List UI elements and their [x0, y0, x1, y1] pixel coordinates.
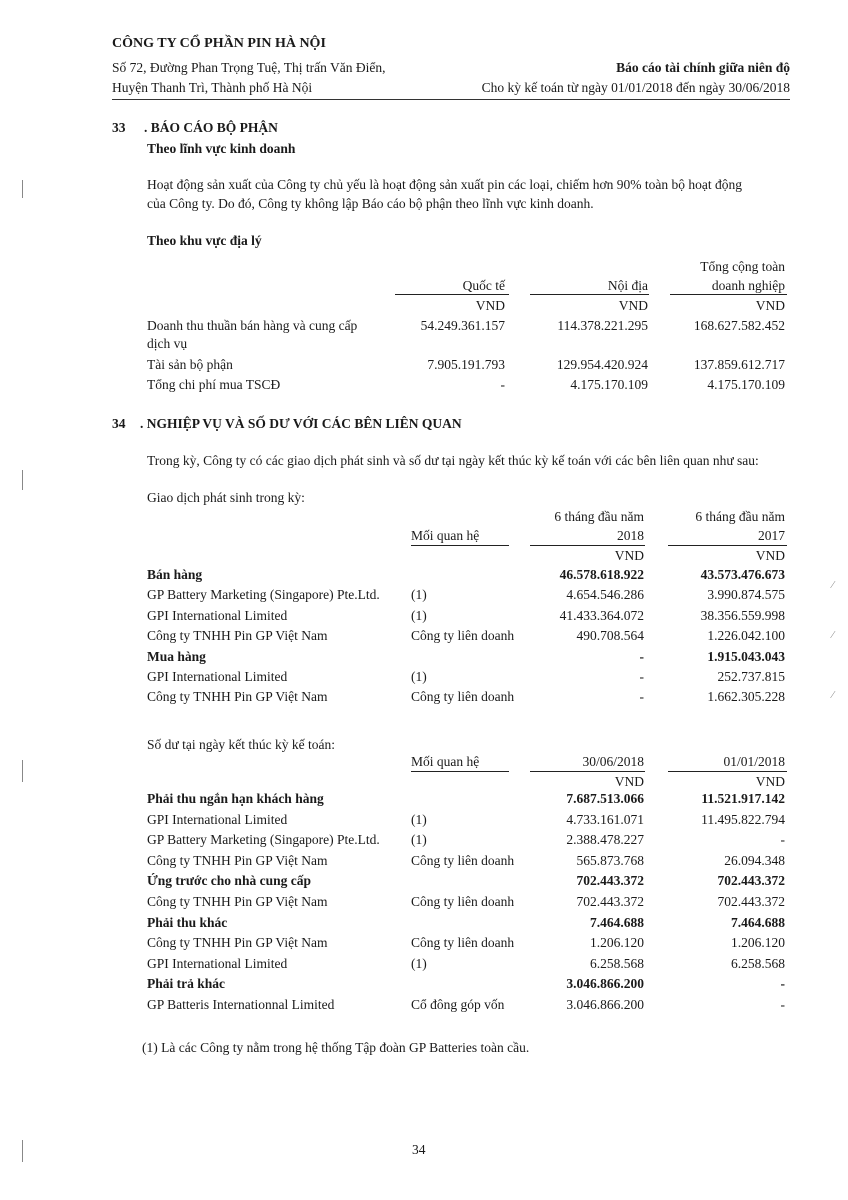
table-row-value: 41.433.364.072 [559, 607, 644, 623]
t1-col1-header-line-1: 6 tháng đầu năm [554, 509, 644, 524]
table-row-relation: (1) [411, 587, 427, 603]
report-period: Cho kỳ kế toán từ ngày 01/01/2018 đến ngày 30/06/2018 [481, 80, 790, 95]
table-row-value: 490.708.564 [576, 628, 644, 644]
table-row-label: Phải thu khác [147, 914, 228, 930]
t2-col2-header: 01/01/2018 [723, 754, 785, 769]
company-address-line-2: Huyện Thanh Trì, Thành phố Hà Nội [112, 80, 313, 95]
geo-row-label-cont: dịch vụ [147, 336, 188, 351]
table-row-value: 38.356.559.998 [700, 607, 785, 623]
table-row-label: Mua hàng [147, 648, 206, 664]
t1-col2-header-line-2: 2017 [758, 528, 785, 543]
table-row-label: GPI International Limited [147, 955, 288, 971]
company-name: CÔNG TY CỔ PHẦN PIN HÀ NỘI [112, 36, 326, 51]
table-row-value: - [639, 689, 644, 705]
table-row-value: 1.206.120 [590, 935, 644, 951]
business-segment-heading: Theo lĩnh vực kinh doanh [147, 141, 296, 156]
scan-mark: ⁄ [832, 630, 834, 641]
geo-col-total-line-1: Tổng cộng toàn [700, 259, 785, 274]
table-row-value: 1.662.305.228 [707, 689, 785, 705]
table-row-value: 1.915.043.043 [707, 648, 785, 664]
geo-col-rule-2 [530, 294, 649, 295]
geo-row-value: 129.954.420.924 [556, 357, 648, 372]
page-number: 34 [412, 1142, 426, 1157]
section-33-title: . BÁO CÁO BỘ PHẬN [144, 120, 278, 135]
t1-col2-rule [668, 545, 787, 546]
t1-col2-header-line-1: 6 tháng đầu năm [695, 509, 785, 524]
table-row-value: 702.443.372 [576, 873, 644, 889]
geo-col-rule-1 [395, 294, 509, 295]
t2-relation-rule [411, 771, 509, 772]
t1-relation-header: Mối quan hệ [411, 528, 480, 543]
geo-row-value: 4.175.170.109 [707, 377, 785, 392]
table-row-label: GP Battery Marketing (Singapore) Pte.Ltd. [147, 587, 380, 603]
t2-unit-2: VND [755, 774, 785, 789]
table-row-relation: Công ty liên doanh [411, 894, 515, 909]
table-row-value: 3.046.866.200 [566, 997, 644, 1012]
table-row-value: 702.443.372 [576, 894, 644, 909]
table-row-value: 1.226.042.100 [707, 628, 785, 644]
table-row-label: GP Battery Marketing (Singapore) Pte.Ltd. [147, 832, 380, 848]
table-row-label: GPI International Limited [147, 669, 288, 684]
segment-paragraph-line-2: của Công ty. Do đó, Công ty không lập Báo cáo bộ phận theo lĩnh vực kinh doanh. [147, 196, 594, 211]
table-row-value: 252.737.815 [717, 669, 785, 684]
table-row-value: - [639, 669, 644, 684]
balances-caption: Số dư tại ngày kết thúc kỳ kế toán: [147, 737, 336, 752]
t1-col1-rule [530, 545, 645, 546]
table-row-value: 702.443.372 [717, 894, 785, 909]
table-row-label: Phải trả khác [147, 976, 226, 992]
scan-mark: ⁄ [832, 580, 834, 591]
t1-unit-1: VND [614, 548, 644, 563]
table-row-value: 7.687.513.066 [566, 791, 644, 806]
header-divider [112, 99, 790, 100]
table-row-value: 565.873.768 [576, 852, 644, 868]
transactions-caption: Giao dịch phát sinh trong kỳ: [147, 490, 305, 505]
t2-col2-rule [668, 771, 787, 772]
scan-mark [22, 760, 23, 782]
table-row-relation: Công ty liên doanh [411, 935, 515, 951]
section-33-number: 33 [112, 120, 126, 135]
scan-mark [22, 180, 23, 198]
table-row-value: 46.578.618.922 [559, 567, 644, 582]
table-row-value: - [780, 997, 785, 1012]
table-row-relation: Cổ đông góp vốn [411, 997, 505, 1012]
table-row-relation: Công ty liên doanh [411, 852, 515, 868]
table-row-value: 4.733.161.071 [566, 811, 644, 827]
t2-col1-header: 30/06/2018 [582, 754, 644, 769]
geo-unit-1: VND [475, 298, 505, 313]
t2-relation-header: Mối quan hệ [411, 754, 480, 769]
footnote: (1) Là các Công ty nằm trong hệ thống Tập đoàn GP Batteries toàn cầu. [142, 1040, 530, 1055]
table-row-value: 2.388.478.227 [566, 832, 644, 848]
table-row-value: 6.258.568 [731, 955, 785, 971]
table-row-value: 7.464.688 [590, 914, 644, 930]
table-row-value: 11.495.822.794 [701, 811, 785, 827]
report-title: Báo cáo tài chính giữa niên độ [616, 60, 790, 75]
section-34-number: 34 [112, 416, 126, 431]
geo-row-label: Tài sản bộ phận [147, 357, 233, 372]
geo-row-value: 54.249.361.157 [420, 318, 505, 333]
scan-mark: ⁄ [832, 690, 834, 701]
table-row-value: - [780, 832, 785, 848]
geo-row-label: Tổng chi phí mua TSCĐ [147, 377, 281, 392]
geo-col-total-line-2: doanh nghiệp [711, 278, 785, 293]
table-row-relation: Công ty liên doanh [411, 689, 515, 705]
geo-row-value: 114.378.221.295 [557, 318, 648, 333]
table-row-value: 26.094.348 [724, 852, 785, 868]
t2-col1-rule [530, 771, 645, 772]
table-row-relation: (1) [411, 607, 427, 623]
company-address-line-1: Số 72, Đường Phan Trọng Tuệ, Thị trấn Văn Điển, [112, 60, 386, 75]
scan-mark [22, 1140, 23, 1162]
table-row-label: Bán hàng [147, 567, 203, 582]
table-row-relation: (1) [411, 669, 427, 684]
table-row-label: Ứng trước cho nhà cung cấp [147, 873, 311, 889]
t1-col1-header-line-2: 2018 [617, 528, 644, 543]
table-row-value: 3.990.874.575 [707, 587, 785, 603]
geo-row-value: 4.175.170.109 [570, 377, 648, 392]
table-row-relation: Công ty liên doanh [411, 628, 515, 644]
table-row-label: GPI International Limited [147, 607, 288, 623]
table-row-relation: (1) [411, 955, 427, 971]
geo-unit-2: VND [618, 298, 648, 313]
table-row-value: - [639, 648, 644, 664]
scan-mark [22, 470, 23, 490]
table-row-value: 1.206.120 [731, 935, 785, 951]
table-row-label: Công ty TNHH Pin GP Việt Nam [147, 689, 328, 705]
table-row-label: Công ty TNHH Pin GP Việt Nam [147, 628, 328, 644]
table-row-label: Công ty TNHH Pin GP Việt Nam [147, 935, 328, 951]
table-row-label: GPI International Limited [147, 811, 288, 827]
table-row-value: 702.443.372 [717, 873, 785, 889]
table-row-label: Phải thu ngắn hạn khách hàng [147, 791, 324, 806]
section-34-title: . NGHIỆP VỤ VÀ SỐ DƯ VỚI CÁC BÊN LIÊN QUAN [140, 416, 462, 431]
geo-col-rule-3 [670, 294, 787, 295]
table-row-value: 3.046.866.200 [566, 976, 644, 992]
table-row-value: - [780, 976, 785, 992]
table-row-value: 6.258.568 [590, 955, 644, 971]
geo-row-value: 137.859.612.717 [693, 357, 785, 372]
table-row-relation: (1) [411, 811, 427, 827]
geo-row-value: 7.905.191.793 [427, 357, 505, 372]
table-row-label: Công ty TNHH Pin GP Việt Nam [147, 894, 328, 909]
table-row-value: 43.573.476.673 [700, 567, 785, 582]
t1-relation-rule [411, 545, 509, 546]
table-row-relation: (1) [411, 832, 427, 848]
geographic-segment-heading: Theo khu vực địa lý [147, 233, 262, 248]
table-row-value: 4.654.546.286 [566, 587, 644, 603]
related-party-intro: Trong kỳ, Công ty có các giao dịch phát sinh và số dư tại ngày kết thúc kỳ kế toán với các bên liên quan như sau: [147, 453, 759, 468]
geo-col-domestic: Nội địa [607, 278, 648, 293]
segment-paragraph-line-1: Hoạt động sản xuất của Công ty chủ yếu là hoạt động sản xuất pin các loại, chiếm hơn 90% toàn bộ hoạt động [147, 177, 743, 192]
geo-col-international: Quốc tế [462, 278, 505, 293]
table-row-value: 7.464.688 [731, 914, 785, 930]
table-row-label: GP Batteris Internationnal Limited [147, 997, 335, 1012]
geo-unit-3: VND [755, 298, 785, 313]
table-row-label: Công ty TNHH Pin GP Việt Nam [147, 852, 328, 868]
t2-unit-1: VND [614, 774, 644, 789]
t1-unit-2: VND [755, 548, 785, 563]
table-row-value: 11.521.917.142 [701, 791, 785, 806]
geo-row-value: 168.627.582.452 [693, 318, 785, 333]
geo-row-value: - [500, 377, 505, 392]
geo-row-label: Doanh thu thuần bán hàng và cung cấp [147, 318, 358, 333]
